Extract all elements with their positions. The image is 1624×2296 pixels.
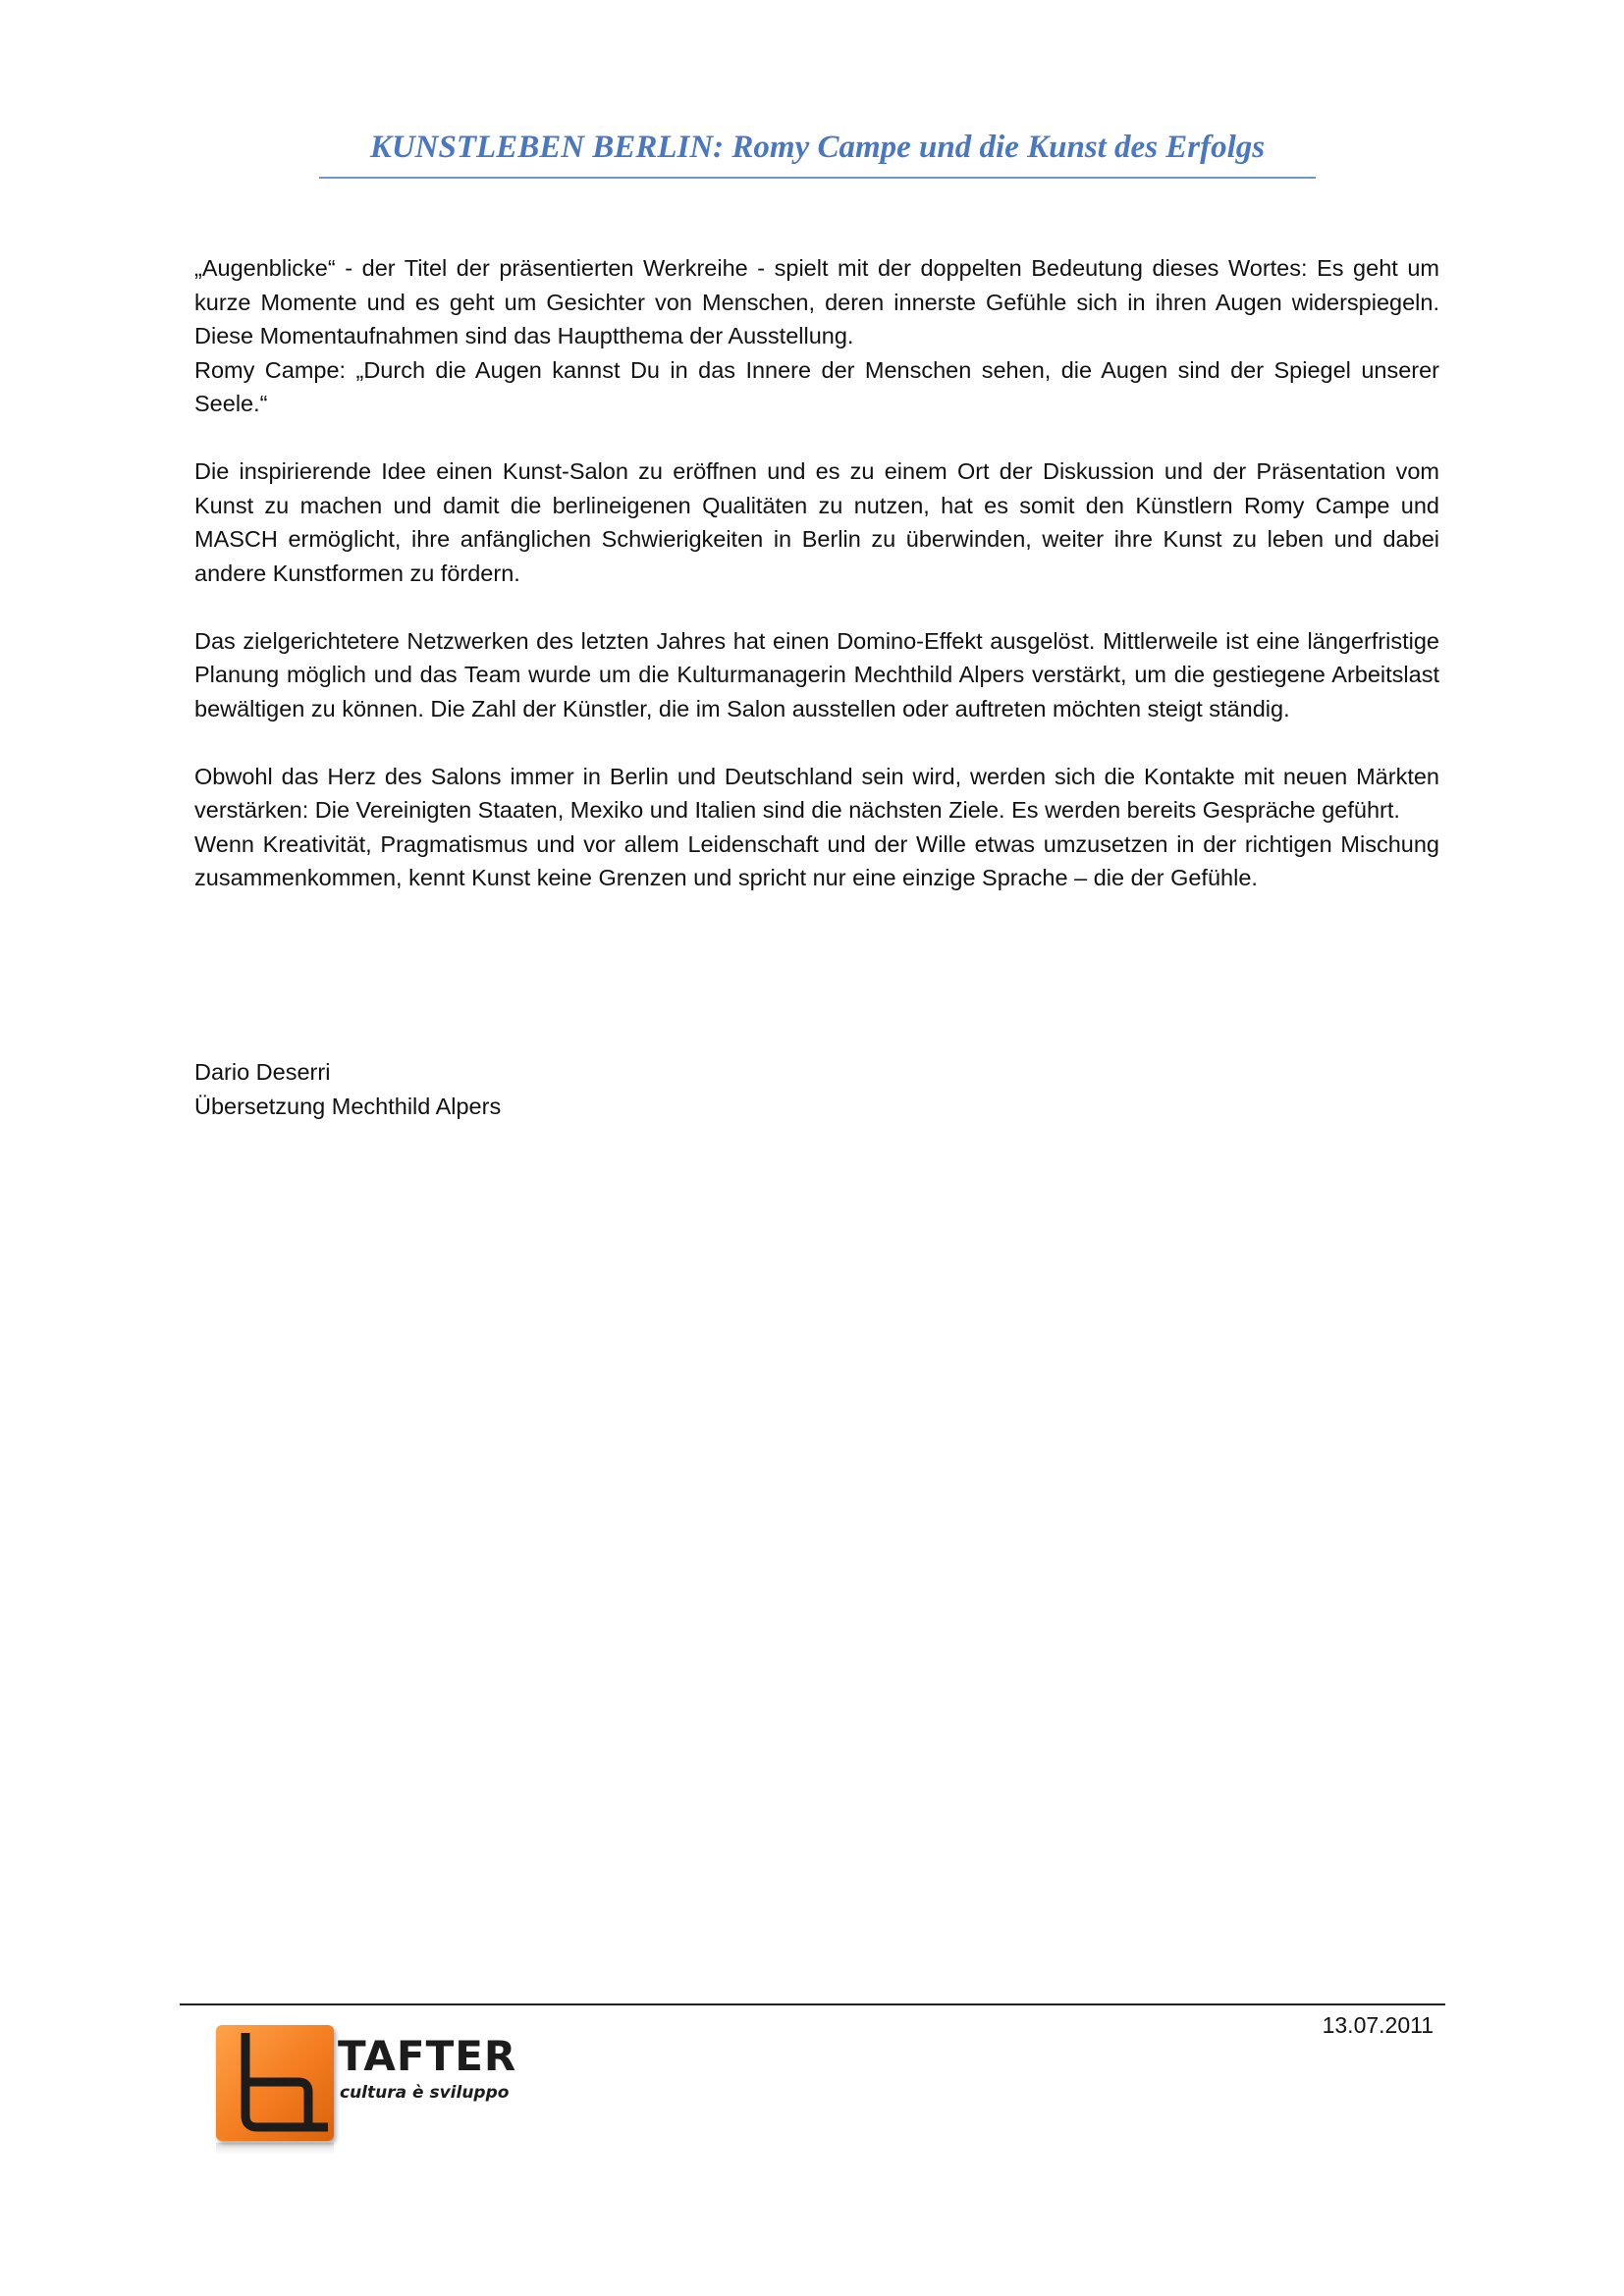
quote-text: Romy Campe: „Durch die Augen kannst Du in das Innere der Menschen sehen, die Augen sind der Spiegel unserer Seele.“ [194,356,1439,416]
header-divider [319,177,1316,179]
tafter-t-logo-icon [216,2025,334,2141]
paragraph-kunst-salon [194,454,1439,590]
paragraph-augenblicke [194,251,1439,421]
logo-tagline: cultura è sviluppo [340,2083,510,2103]
paragraph-netzwerken [194,624,1439,726]
paragraph-text: Obwohl das Herz des Salons immer in Berlin und Deutschland sein wird, werden sich die Kontakte mit neuen Märkten verstärken: Die Vereinigten Staaten, Mexiko und Italien sind die nächsten Ziele. Es werden bereits Gespräche geführt. [194,763,1439,823]
paragraph-maerkte [194,760,1439,895]
signature-block [194,1055,501,1123]
paragraph-text: „Augenblicke“ - der Titel der präsentierten Werkreihe - spielt mit der doppelten Bedeutung dieses Wortes: Es geht um kurze Momente und es geht um Gesichter von Menschen, deren innerste Gefühle sich in ihren Augen widerspiegeln. Diese Momentaufnahmen sind das Hauptthema der Ausstellung. [194,255,1439,348]
article-body [194,251,1439,929]
paragraph-text: Wenn Kreativität, Pragmatismus und vor allem Leidenschaft und der Wille etwas umzusetzen in der richtigen Mischung zusammenkommen, kennt Kunst keine Grenzen und spricht nur eine einzige Sprache – die der Gefühle. [194,830,1439,890]
page-title: KUNSTLEBEN BERLIN: Romy Campe und die Kunst des Erfolgs [369,130,1266,165]
footer-date: 13.07.2011 [1322,2012,1434,2038]
translator-credit: Übersetzung Mechthild Alpers [194,1093,502,1119]
footer-divider [180,2003,1445,2005]
page-header [319,126,1316,169]
tafter-logo [208,2017,542,2145]
logo-reflection [216,2143,334,2155]
author-name: Dario Deserri [194,1059,331,1085]
logo-name: TAFTER [338,2032,517,2080]
paragraph-text: Die inspirierende Idee einen Kunst-Salon zu eröffnen und es zu einem Ort der Diskussion und der Präsentation vom Kunst zu machen und damit die berlineigenen Qualitäten zu nutzen, hat es somit den Künstlern Romy Campe und MASCH ermöglicht, ihre anfänglichen Schwierigkeiten in Berlin zu überwinden, weiter ihre Kunst zu leben und dabei andere Kunstformen zu fördern. [194,458,1439,586]
paragraph-text: Das zielgerichtetere Netzwerken des letzten Jahres hat einen Domino-Effekt ausgelöst. Mittlerweile ist eine längerfristige Planung möglich und das Team wurde um die Kulturmanagerin Mechthild Alpers verstärkt, um die gestiegene Arbeitslast bewältigen zu können. Die Zahl der Künstler, die im Salon ausstellen oder auftreten möchten steigt ständig. [194,627,1439,721]
